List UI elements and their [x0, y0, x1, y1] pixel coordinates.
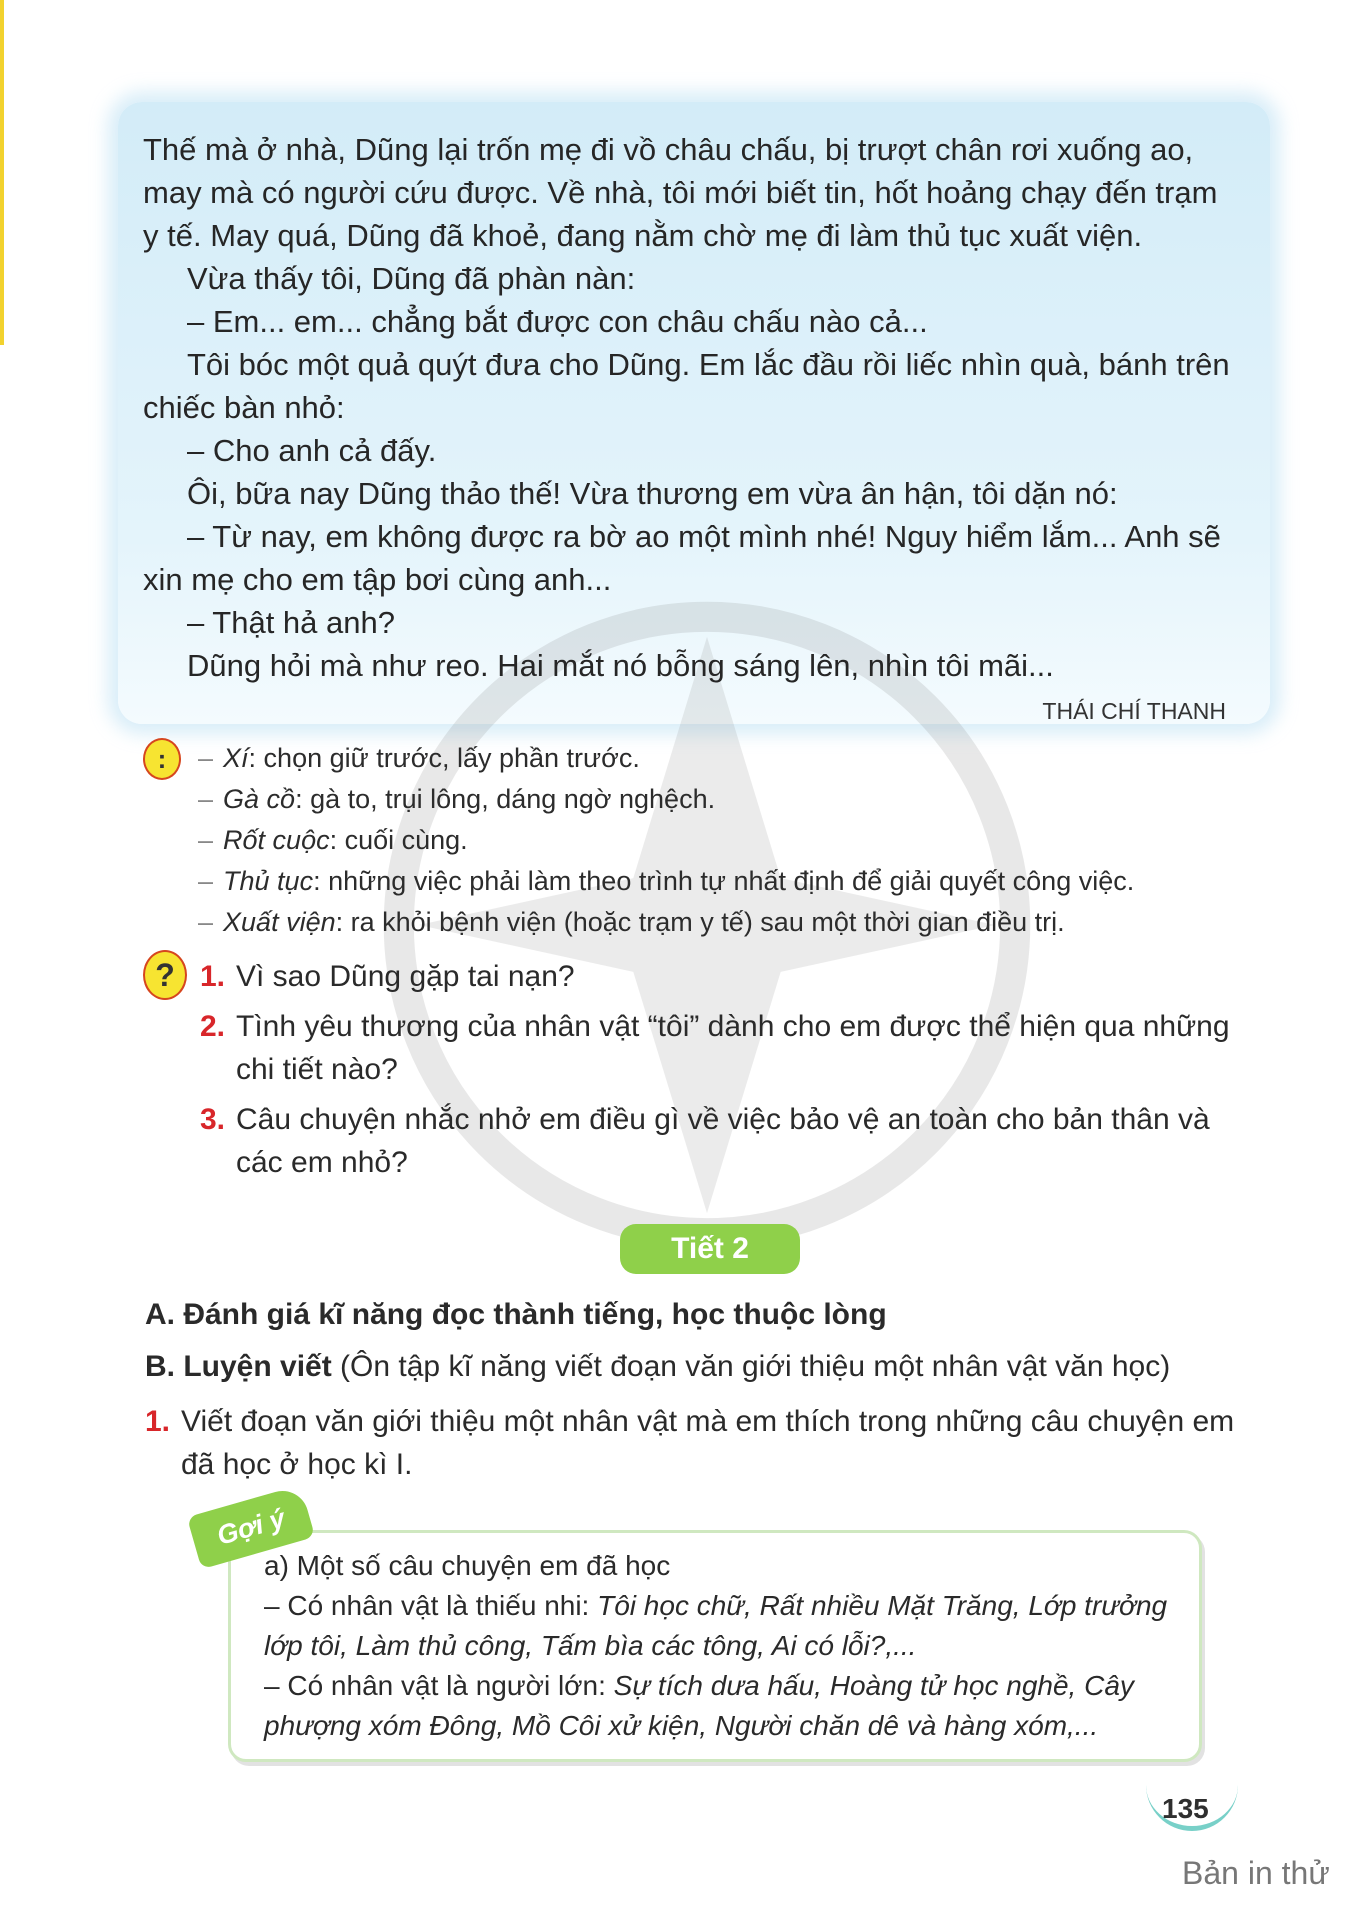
glossary-item [198, 902, 1134, 943]
question-item [200, 1005, 1240, 1091]
glossary-dash: – [198, 825, 214, 855]
glossary-dash: – [198, 784, 214, 814]
task-text: Viết đoạn văn giới thiệu một nhân vật mà em thích trong những câu chuyện em đã học ở học kì I. [181, 1405, 1235, 1481]
glossary-term: Thủ tục [223, 866, 314, 896]
section-b-subtitle: (Ôn tập kĩ năng viết đoạn văn giới thiệu một nhân vật văn học) [331, 1350, 1171, 1383]
question-text: Vì sao Dũng gặp tai nạn? [236, 960, 575, 993]
story-paragraph: – Em... em... chẳng bắt được con châu chấu nào cả... [187, 304, 928, 339]
question-text: Câu chuyện nhắc nhở em điều gì về việc bảo vệ an toàn cho bản thân và các em nhỏ? [236, 1103, 1210, 1179]
hint-heading: a) Một số câu chuyện em đã học [264, 1550, 671, 1581]
hint-line1-prefix: – Có nhân vật là thiếu nhi: [264, 1590, 598, 1621]
glossary-item [198, 820, 1134, 861]
glossary-definition: : cuối cùng. [329, 825, 468, 855]
glossary-dash: – [198, 866, 214, 896]
glossary-dash: – [198, 907, 214, 937]
story-paragraph: Dũng hỏi mà như reo. Hai mắt nó bỗng sáng lên, nhìn tôi mãi... [187, 648, 1054, 683]
hint-tag: Gợi ý [187, 1485, 315, 1569]
proof-label: Bản in thử [1182, 1855, 1330, 1891]
glossary-icon: : [143, 738, 181, 780]
glossary-item [198, 861, 1134, 902]
glossary-definition: : những việc phải làm theo trình tự nhất định để giải quyết công việc. [313, 866, 1135, 896]
writing-task [145, 1400, 1245, 1486]
glossary-definition: : chọn giữ trước, lấy phần trước. [248, 743, 640, 773]
story-paragraph: Ôi, bữa nay Dũng thảo thế! Vừa thương em vừa ân hận, tôi dặn nó: [187, 476, 1118, 511]
question-item [200, 955, 1240, 998]
story-author: THÁI CHÍ THANH [1042, 698, 1226, 724]
section-a-heading: A. Đánh giá kĩ năng đọc thành tiếng, học thuộc lòng [145, 1298, 887, 1331]
question-text: Tình yêu thương của nhân vật “tôi” dành cho em được thể hiện qua những chi tiết nào? [236, 1010, 1230, 1086]
story-paragraph: Tôi bóc một quả quýt đưa cho Dũng. Em lắc đầu rồi liếc nhìn quà, bánh trên chiếc bàn nhỏ: [143, 347, 1230, 425]
hint-line1-titles: Tôi học chữ, Rất nhiều Mặt Trăng, Lớp trưởng lớp tôi, Làm thủ công, Tấm bìa các tông, Ai có lỗi?,... [264, 1590, 1168, 1661]
story-paragraph: – Từ nay, em không được ra bờ ao một mình nhé! Nguy hiểm lắm... Anh sẽ xin mẹ cho em tập bơi cùng anh... [143, 519, 1221, 597]
glossary-dash: – [198, 743, 214, 773]
glossary-definition: : gà to, trụi lông, dáng ngờ nghệch. [295, 784, 716, 814]
story-text [143, 128, 1233, 687]
hint-line2-titles: Sự tích dưa hấu, Hoàng tử học nghề, Cây phượng xóm Đông, Mồ Côi xử kiện, Người chăn dê và hàng xóm,... [264, 1670, 1134, 1741]
section-b-title: B. Luyện viết [145, 1350, 332, 1383]
glossary-item [198, 738, 1134, 779]
question-list [200, 955, 1240, 1191]
glossary-term: Gà cồ [223, 784, 296, 814]
hint-line2-prefix: – Có nhân vật là người lớn: [264, 1670, 614, 1701]
hint-content [264, 1546, 1176, 1746]
glossary-term: Rốt cuộc [223, 825, 330, 855]
section-b-heading [145, 1350, 1170, 1384]
page-number: 135 [1162, 1793, 1209, 1824]
hint-adult-stories [264, 1666, 1176, 1746]
glossary-term: Xí [223, 743, 249, 773]
page-edge-marker [0, 0, 4, 345]
lesson-badge: Tiết 2 [620, 1224, 800, 1274]
task-number: 1. [145, 1405, 171, 1438]
glossary-term: Xuất viện [223, 907, 336, 937]
story-paragraph: Vừa thấy tôi, Dũng đã phàn nàn: [187, 261, 636, 296]
glossary-definition: : ra khỏi bệnh viện (hoặc trạm y tế) sau một thời gian điều trị. [335, 907, 1065, 937]
question-number: 3. [200, 1103, 226, 1136]
story-paragraph: – Thật hả anh? [187, 605, 395, 640]
glossary-list [198, 738, 1134, 943]
question-icon: ? [143, 950, 187, 1000]
hint-children-stories [264, 1586, 1176, 1666]
story-paragraph: Thế mà ở nhà, Dũng lại trốn mẹ đi vồ châu chấu, bị trượt chân rơi xuống ao, may mà có người cứu được. Về nhà, tôi mới biết tin, hốt hoảng chạy đến trạm y tế. May quá, Dũng đã khoẻ, đang nằm chờ mẹ đi làm thủ tục xuất viện. [143, 132, 1218, 253]
glossary-item [198, 779, 1134, 820]
story-paragraph: – Cho anh cả đấy. [187, 433, 437, 468]
question-number: 1. [200, 960, 226, 993]
question-item [200, 1098, 1240, 1184]
question-number: 2. [200, 1010, 226, 1043]
